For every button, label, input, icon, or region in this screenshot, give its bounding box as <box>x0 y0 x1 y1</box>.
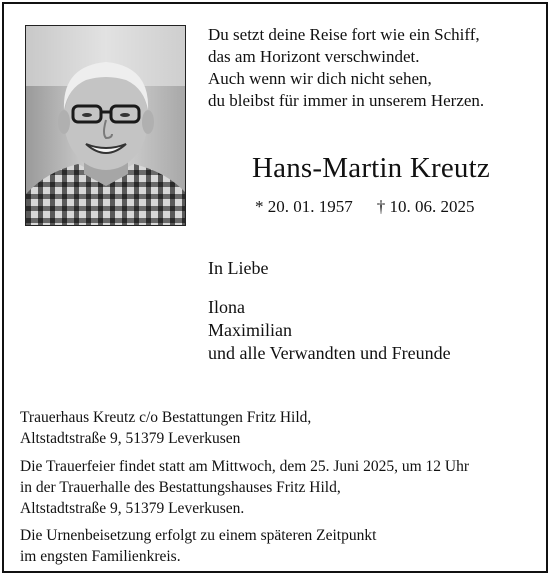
poem-line: du bleibst für immer in unserem Herzen. <box>208 91 485 110</box>
notice-line: Die Trauerfeier findet statt am Mittwoch, dem 25. Juni 2025, um 12 Uhr <box>20 458 470 475</box>
notice-line: im engsten Familienkreis. <box>20 548 181 565</box>
poem-line: Du setzt deine Reise fort wie ein Schiff, <box>208 25 480 44</box>
notice-line: in der Trauerhalle des Bestattungshauses Fritz Hild, <box>20 479 341 496</box>
birth-date: * 20. 01. 1957 <box>255 197 353 216</box>
poem <box>208 24 538 112</box>
mourners-list <box>208 296 451 365</box>
death-date: † 10. 06. 2025 <box>376 197 475 216</box>
notice-line: Altstadtstraße 9, 51379 Leverkusen <box>20 430 241 447</box>
urn-burial-notice <box>20 525 376 567</box>
funeral-ceremony-notice <box>20 456 469 519</box>
mourner: Maximilian <box>208 320 292 340</box>
mourning-house-notice <box>20 407 311 449</box>
deceased-name: Hans-Martin Kreutz <box>252 152 490 184</box>
poem-line: Auch wenn wir dich nicht sehen, <box>208 69 432 88</box>
notice-line: Altstadtstraße 9, 51379 Leverkusen. <box>20 500 245 517</box>
portrait-photo <box>25 25 186 226</box>
notice-line: Trauerhaus Kreutz c/o Bestattungen Fritz Hild, <box>20 409 312 426</box>
love-line: In Liebe <box>208 258 269 278</box>
mourner: Ilona <box>208 297 245 317</box>
poem-line: das am Horizont verschwindet. <box>208 47 420 66</box>
notice-line: Die Urnenbeisetzung erfolgt zu einem späteren Zeitpunkt <box>20 527 377 544</box>
mourner: und alle Verwandten und Freunde <box>208 343 451 363</box>
life-dates <box>255 197 475 217</box>
